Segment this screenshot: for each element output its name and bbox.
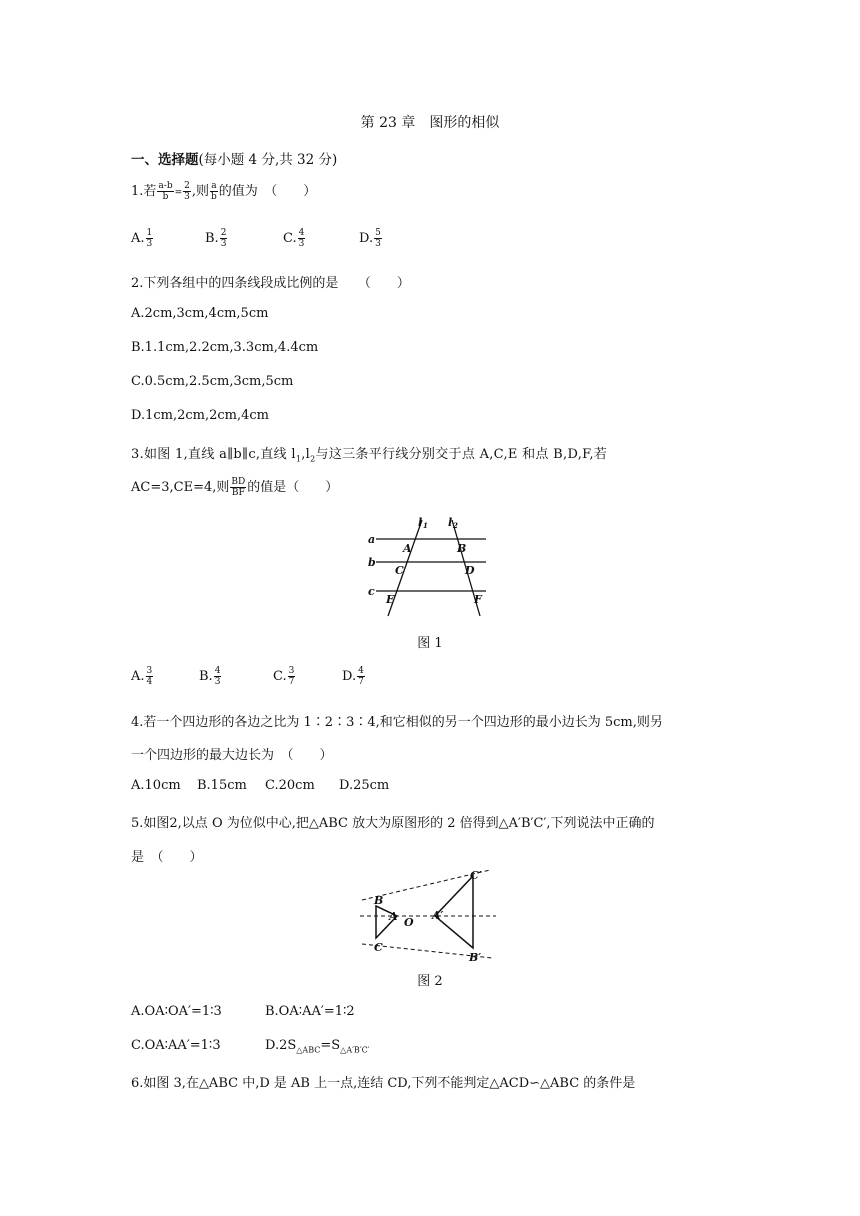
- label-B: B: [457, 542, 467, 555]
- label-E: E: [386, 593, 395, 606]
- q5-options-row2: [131, 1038, 370, 1055]
- q2-option-d: D.1cm,2cm,2cm,4cm: [131, 408, 270, 423]
- q4-options: [131, 778, 389, 793]
- question-3-line1: 3.如图 1,直线 a∥b∥c,直线 $l_1,l_2$与这三条平行线分别交于点 A,C,E 和点 B,D,F,若: [131, 447, 608, 464]
- q5-option-a: A.OA∶OA′=1∶3: [131, 1004, 222, 1019]
- section-note: (每小题 4 分,共 32 分): [198, 152, 338, 168]
- label-B2: B′: [469, 951, 482, 964]
- page-title: 第 23 章 图形的相似: [360, 115, 500, 131]
- q3-option-d: D. $\frac{4}{7}$: [342, 666, 364, 687]
- question-6-line1: 6.如图 3,在△ABC 中,D 是 AB 上一点,连结 CD,下列不能判定△ACD∽△ABC 的条件是: [131, 1076, 636, 1091]
- q5-option-d: $D.2S_{\triangle ABC}=S_{\triangle A'B'C'}$: [265, 1038, 370, 1055]
- q1-frac2: $\frac{2}{3}$: [184, 181, 190, 202]
- question-2: 2.下列各组中的四条线段成比例的是 （ ）: [131, 276, 410, 291]
- q1-option-a: A. $\frac{1}{3}$: [131, 228, 153, 249]
- question-3-line2: AC=3,CE=4,则 $\frac{BD}{BF}$ 的值是（ ）: [131, 477, 339, 498]
- q3-frac: $\frac{BD}{BF}$: [231, 477, 246, 498]
- figure-1-caption: 图 1: [417, 636, 443, 651]
- q1-option-b: B. $\frac{2}{3}$: [205, 228, 227, 249]
- q2-option-c: C.0.5cm,2.5cm,3cm,5cm: [131, 374, 294, 389]
- label-c: c: [368, 585, 375, 598]
- label-O: O: [404, 916, 414, 929]
- question-4-line1: 4.若一个四边形的各边之比为 1∶2∶3∶4,和它相似的另一个四边形的最小边长为 5cm,则另: [131, 715, 663, 730]
- label-b: b: [368, 556, 376, 569]
- label-A: A: [403, 542, 412, 555]
- q1-frac1: $\frac{a-b}{b}$: [158, 181, 173, 202]
- svg-text:2: 2: [453, 521, 458, 530]
- q4-option-b: B.15cm: [197, 778, 247, 793]
- q4-option-a: A.10cm: [131, 778, 181, 793]
- q3-option-c: C. $\frac{3}{7}$: [273, 666, 295, 687]
- label-C2: C′: [470, 869, 482, 882]
- question-4-line2: 一个四边形的最大边长为 （ ）: [131, 748, 333, 763]
- figure-2: [358, 864, 498, 964]
- q1-options: [131, 228, 383, 249]
- q3-option-a: A. $\frac{3}{4}$: [131, 666, 153, 687]
- label-l1: l: [418, 516, 423, 529]
- figure-1: [364, 512, 494, 618]
- section-heading: [131, 148, 337, 168]
- q2-option-b: B.1.1cm,2.2cm,3.3cm,4.4cm: [131, 340, 319, 355]
- label-a: a: [368, 533, 376, 546]
- question-5-line2: 是 （ ）: [131, 850, 203, 865]
- label-B: B: [374, 894, 384, 907]
- label-l2: l: [448, 516, 453, 529]
- q4-option-d: D.25cm: [339, 778, 390, 793]
- label-A: A: [389, 910, 398, 923]
- q1-pre: 1.若: [131, 184, 157, 199]
- q5-options-row1: [131, 1004, 355, 1019]
- figure-2-caption: 图 2: [417, 974, 443, 989]
- q3-option-b: B. $\frac{4}{3}$: [199, 666, 221, 687]
- label-D: D: [465, 564, 475, 577]
- q5-option-c: C.OA∶AA′=1∶3: [131, 1038, 221, 1053]
- svg-text:1: 1: [423, 521, 428, 530]
- q3-options: [131, 666, 366, 687]
- q1-option-d: D. $\frac{5}{3}$: [359, 228, 381, 249]
- question-1: 1.若 $\frac{a-b}{b}$ = $\frac{2}{3}$ ,则 $\frac{a}{b}$ 的值为 （ ）: [131, 181, 317, 202]
- label-C: C: [395, 564, 404, 577]
- q4-option-c: C.20cm: [265, 778, 315, 793]
- label-F: F: [474, 593, 482, 606]
- label-C: C: [374, 941, 383, 954]
- section-label: 一、选择题: [131, 152, 199, 168]
- q2-option-a: A.2cm,3cm,4cm,5cm: [131, 306, 269, 321]
- q1-option-c: C. $\frac{4}{3}$: [283, 228, 305, 249]
- label-A2: A′: [432, 909, 444, 922]
- question-5-line1: 5.如图2,以点 O 为位似中心,把△ABC 放大为原图形的 2 倍得到△A′B′C′,下列说法中正确的: [131, 816, 655, 831]
- q5-option-b: B.OA∶AA′=1∶2: [265, 1004, 355, 1019]
- q1-frac3: $\frac{a}{b}$: [211, 181, 217, 202]
